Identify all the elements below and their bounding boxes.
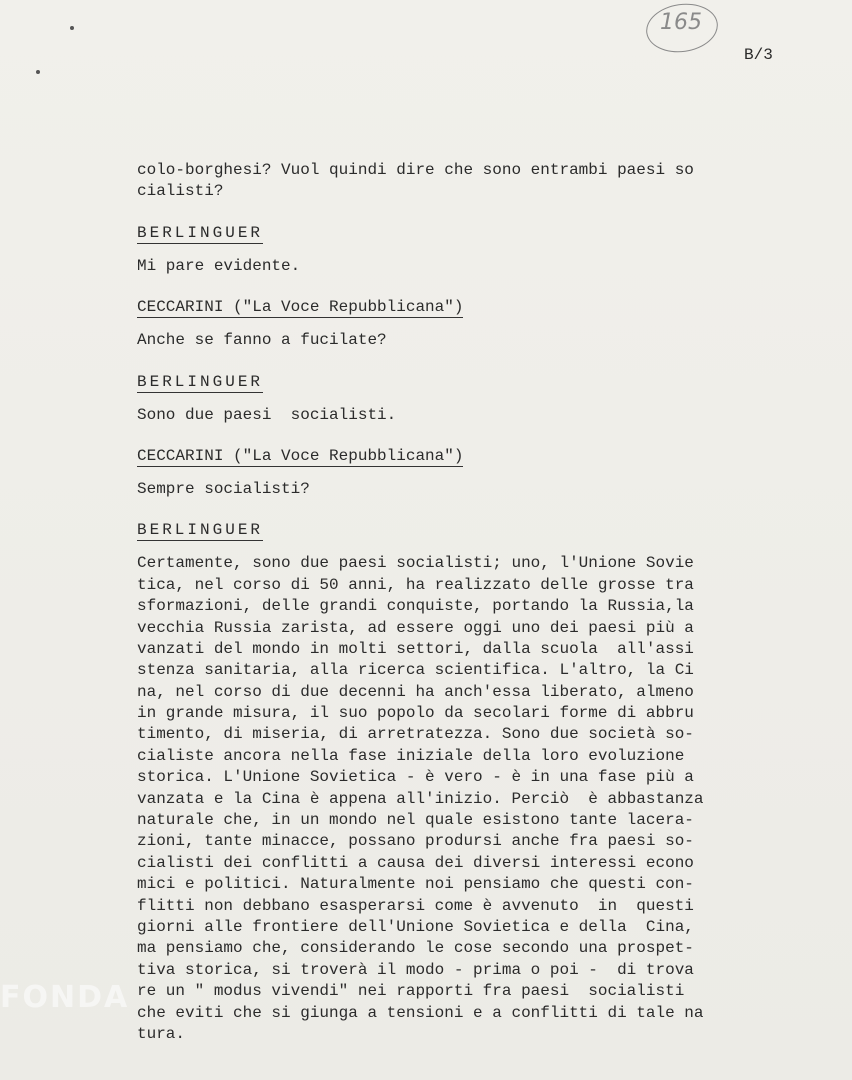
text-line: vecchia Russia zarista, ad essere oggi uno dei paesi più a [137,618,694,637]
text-line: re un " modus vivendi" nei rapporti fra paesi socialisti [137,982,685,1001]
page-code: B/3 [744,46,773,64]
text-line: ma pensiamo che, considerando le cose secondo una prospet- [137,939,694,958]
speaker-heading: CECCARINI ("La Voce Repubblicana") [137,446,464,465]
text-line: colo-borghesi? Vuol quindi dire che sono entrambi paesi so [137,161,694,179]
transcript-body [137,160,777,1045]
paper-speck [70,26,74,30]
text-line: timento, di miseria, di arretratezza. Sono due società so- [137,725,694,744]
archive-stamp-number: 165 [660,10,702,35]
speaker-heading: BERLINGUER [137,223,264,242]
text-line: Sono due paesi socialisti. [137,405,397,424]
text-line: storica. L'Unione Sovietica - è vero - è in una fase più a [137,768,694,787]
text-line: cialiste ancora nella fase iniziale della loro evoluzione [137,746,685,765]
text-line: naturale che, in un mondo nel quale esistono tante lacera- [137,811,694,830]
text-line: Anche se fanno a fucilate? [137,331,387,350]
text-line: mici e politici. Naturalmente noi pensiamo che questi con- [137,875,694,894]
text-line: Sempre socialisti? [137,479,310,498]
speaker-heading: CECCARINI ("La Voce Repubblicana") [137,298,464,317]
text-line: giorni alle frontiere dell'Unione Sovietica e della Cina, [137,917,694,936]
text-line: cialisti? [137,182,224,201]
text-line: che eviti che si giunga a tensioni e a conflitti di tale na [137,1003,704,1022]
text-line: tura. [137,1024,186,1043]
text-line: vanzati del mondo in molti settori, dalla scuola all'assi [137,639,694,658]
text-line: tiva storica, si troverà il modo - prima o poi - di trova [137,960,694,979]
text-line: cialisti dei conflitti a causa dei diversi interessi econo [137,853,694,872]
text-line: zioni, tante minacce, possano prodursi anche fra paesi so- [137,832,694,851]
text-line: Certamente, sono due paesi socialisti; uno, l'Unione Sovie [137,554,694,573]
archive-watermark: FONDA [0,980,130,1015]
text-line: Mi pare evidente. [137,256,301,275]
text-line: sformazioni, delle grandi conquiste, portando la Russia,la [137,597,694,616]
text-line: na, nel corso di due decenni ha anch'essa liberato, almeno [137,682,694,701]
text-line: flitti non debbano esasperarsi come è avvenuto in questi [137,896,694,915]
text-line: tica, nel corso di 50 anni, ha realizzato delle grosse tra [137,575,694,594]
text-line: vanzata e la Cina è appena all'inizio. Perciò è abbastanza [137,789,704,808]
speaker-heading: BERLINGUER [137,372,264,391]
speaker-heading: BERLINGUER [137,521,264,540]
text-line: stenza sanitaria, alla ricerca scientifica. L'altro, la Ci [137,661,694,680]
paper-speck [36,70,40,74]
text-line: in grande misura, il suo popolo da secolari forme di abbru [137,704,694,723]
